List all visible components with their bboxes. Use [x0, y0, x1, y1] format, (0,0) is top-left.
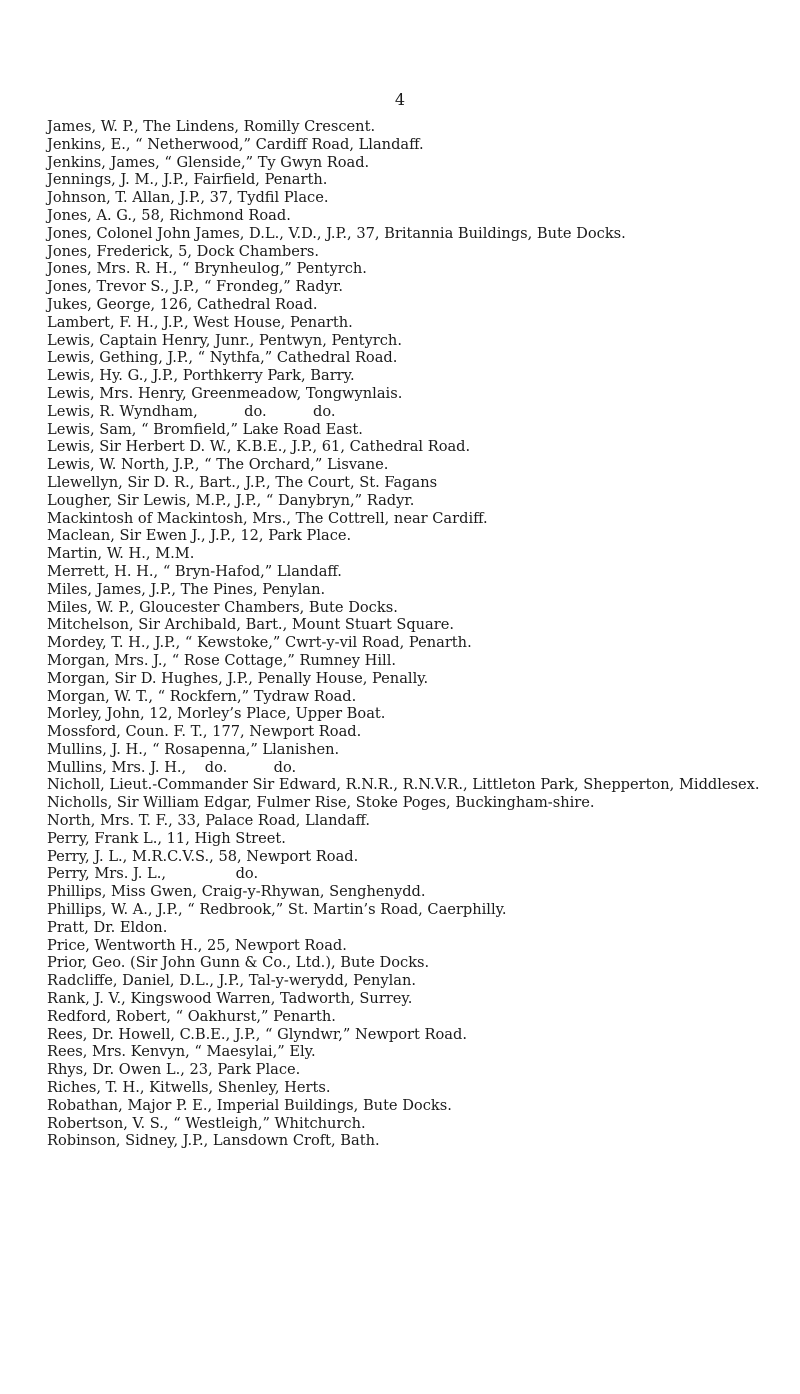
directory-entry: Jones, Trevor S., J.P., “ Frondeg,” Radyr.	[47, 278, 344, 296]
directory-entry: Johnson, T. Allan, J.P., 37, Tydfil Place.	[47, 189, 329, 207]
directory-entry: Lewis, W. North, J.P., “ The Orchard,” Lisvane.	[47, 456, 389, 474]
directory-entry: Mitchelson, Sir Archibald, Bart., Mount Stuart Square.	[47, 616, 455, 634]
directory-entry: Jones, Frederick, 5, Dock Chambers.	[47, 242, 319, 260]
directory-entry: Perry, Mrs. J. L., do.	[47, 865, 259, 883]
directory-entry: Mullins, J. H., “ Rosapenna,” Llanishen.	[47, 740, 340, 758]
directory-entry: Lewis, Hy. G., J.P., Porthkerry Park, Barry.	[47, 367, 355, 385]
directory-entry: Lewis, Mrs. Henry, Greenmeadow, Tongwynlais.	[47, 384, 403, 402]
directory-entry: Lewis, Sam, “ Bromfield,” Lake Road East.	[47, 420, 363, 438]
directory-entry: Phillips, W. A., J.P., “ Redbrook,” St. Martin’s Road, Caerphilly.	[47, 901, 507, 919]
directory-entry: Lewis, R. Wyndham, do. do.	[47, 402, 336, 420]
directory-entry: Lewis, Gething, J.P., “ Nythfa,” Cathedral Road.	[47, 349, 398, 367]
directory-list	[47, 118, 794, 1150]
directory-entry: Nicholl, Lieut.-Commander Sir Edward, R.N.R., R.N.V.R., Littleton Park, Shepperton, Middlesex.	[47, 776, 760, 794]
directory-entry: Mordey, T. H., J.P., “ Kewstoke,” Cwrt-y-vil Road, Penarth.	[47, 634, 472, 652]
directory-entry: Jones, Mrs. R. H., “ Brynheulog,” Pentyrch.	[47, 260, 367, 278]
directory-entry: Lewis, Captain Henry, Junr., Pentwyn, Pentyrch.	[47, 331, 402, 349]
directory-entry: Merrett, H. H., “ Bryn-Hafod,” Llandaff.	[47, 562, 342, 580]
directory-entry: Lambert, F. H., J.P., West House, Penarth.	[47, 313, 353, 331]
directory-entry: Robinson, Sidney, J.P., Lansdown Croft, Bath.	[47, 1132, 380, 1150]
directory-entry: Morgan, Mrs. J., “ Rose Cottage,” Rumney Hill.	[47, 651, 396, 669]
directory-entry: Rees, Dr. Howell, C.B.E., J.P., “ Glyndwr,” Newport Road.	[47, 1025, 467, 1043]
directory-entry: Rank, J. V., Kingswood Warren, Tadworth, Surrey.	[47, 990, 413, 1008]
directory-entry: Robertson, V. S., “ Westleigh,” Whitchurch.	[47, 1114, 366, 1132]
directory-entry: Miles, James, J.P., The Pines, Penylan.	[47, 580, 326, 598]
directory-entry: Morley, John, 12, Morley’s Place, Upper Boat.	[47, 705, 386, 723]
directory-entry: Robathan, Major P. E., Imperial Buildings, Bute Docks.	[47, 1096, 452, 1114]
directory-entry: Price, Wentworth H., 25, Newport Road.	[47, 936, 347, 954]
directory-entry: Perry, J. L., M.R.C.V.S., 58, Newport Road.	[47, 847, 359, 865]
directory-entry: Radcliffe, Daniel, D.L., J.P., Tal-y-werydd, Penylan.	[47, 972, 417, 990]
directory-entry: Morgan, W. T., “ Rockfern,” Tydraw Road.	[47, 687, 357, 705]
directory-entry: Pratt, Dr. Eldon.	[47, 918, 168, 936]
directory-entry: Jenkins, James, “ Glenside,” Ty Gwyn Road.	[47, 153, 370, 171]
directory-entry: Rhys, Dr. Owen L., 23, Park Place.	[47, 1061, 301, 1079]
directory-entry: Jones, Colonel John James, D.L., V.D., J.P., 37, Britannia Buildings, Bute Docks.	[47, 224, 626, 242]
directory-entry: Prior, Geo. (Sir John Gunn & Co., Ltd.), Bute Docks.	[47, 954, 430, 972]
directory-entry: Martin, W. H., M.M.	[47, 545, 195, 563]
directory-entry: Mackintosh of Mackintosh, Mrs., The Cottrell, near Cardiff.	[47, 509, 488, 527]
directory-entry: Riches, T. H., Kitwells, Shenley, Herts.	[47, 1079, 331, 1097]
page-number: 4	[394, 90, 406, 109]
directory-entry: Mullins, Mrs. J. H., do. do.	[47, 758, 297, 776]
directory-entry: North, Mrs. T. F., 33, Palace Road, Llandaff.	[47, 812, 371, 830]
directory-entry: Jukes, George, 126, Cathedral Road.	[47, 295, 318, 313]
directory-entry: Jenkins, E., “ Netherwood,” Cardiff Road, Llandaff.	[47, 135, 424, 153]
directory-entry: Morgan, Sir D. Hughes, J.P., Penally House, Penally.	[47, 669, 429, 687]
directory-entry: Llewellyn, Sir D. R., Bart., J.P., The Court, St. Fagans	[47, 473, 438, 491]
directory-entry: Lewis, Sir Herbert D. W., K.B.E., J.P., 61, Cathedral Road.	[47, 438, 471, 456]
directory-entry: Redford, Robert, “ Oakhurst,” Penarth.	[47, 1007, 336, 1025]
directory-entry: Jennings, J. M., J.P., Fairfield, Penarth.	[47, 171, 328, 189]
directory-entry: Miles, W. P., Gloucester Chambers, Bute Docks.	[47, 598, 398, 616]
directory-entry: Maclean, Sir Ewen J., J.P., 12, Park Place.	[47, 527, 352, 545]
directory-entry: Mossford, Coun. F. T., 177, Newport Road.	[47, 723, 362, 741]
directory-entry: Jones, A. G., 58, Richmond Road.	[47, 206, 291, 224]
directory-entry: Lougher, Sir Lewis, M.P., J.P., “ Danybryn,” Radyr.	[47, 491, 415, 509]
directory-entry: James, W. P., The Lindens, Romilly Crescent.	[47, 118, 376, 135]
directory-entry: Rees, Mrs. Kenvyn, “ Maesylai,” Ely.	[47, 1043, 316, 1061]
directory-entry: Perry, Frank L., 11, High Street.	[47, 829, 286, 847]
directory-entry: Nicholls, Sir William Edgar, Fulmer Rise, Stoke Poges, Buckingham-shire.	[47, 794, 595, 812]
directory-entry: Phillips, Miss Gwen, Craig-y-Rhywan, Senghenydd.	[47, 883, 426, 901]
